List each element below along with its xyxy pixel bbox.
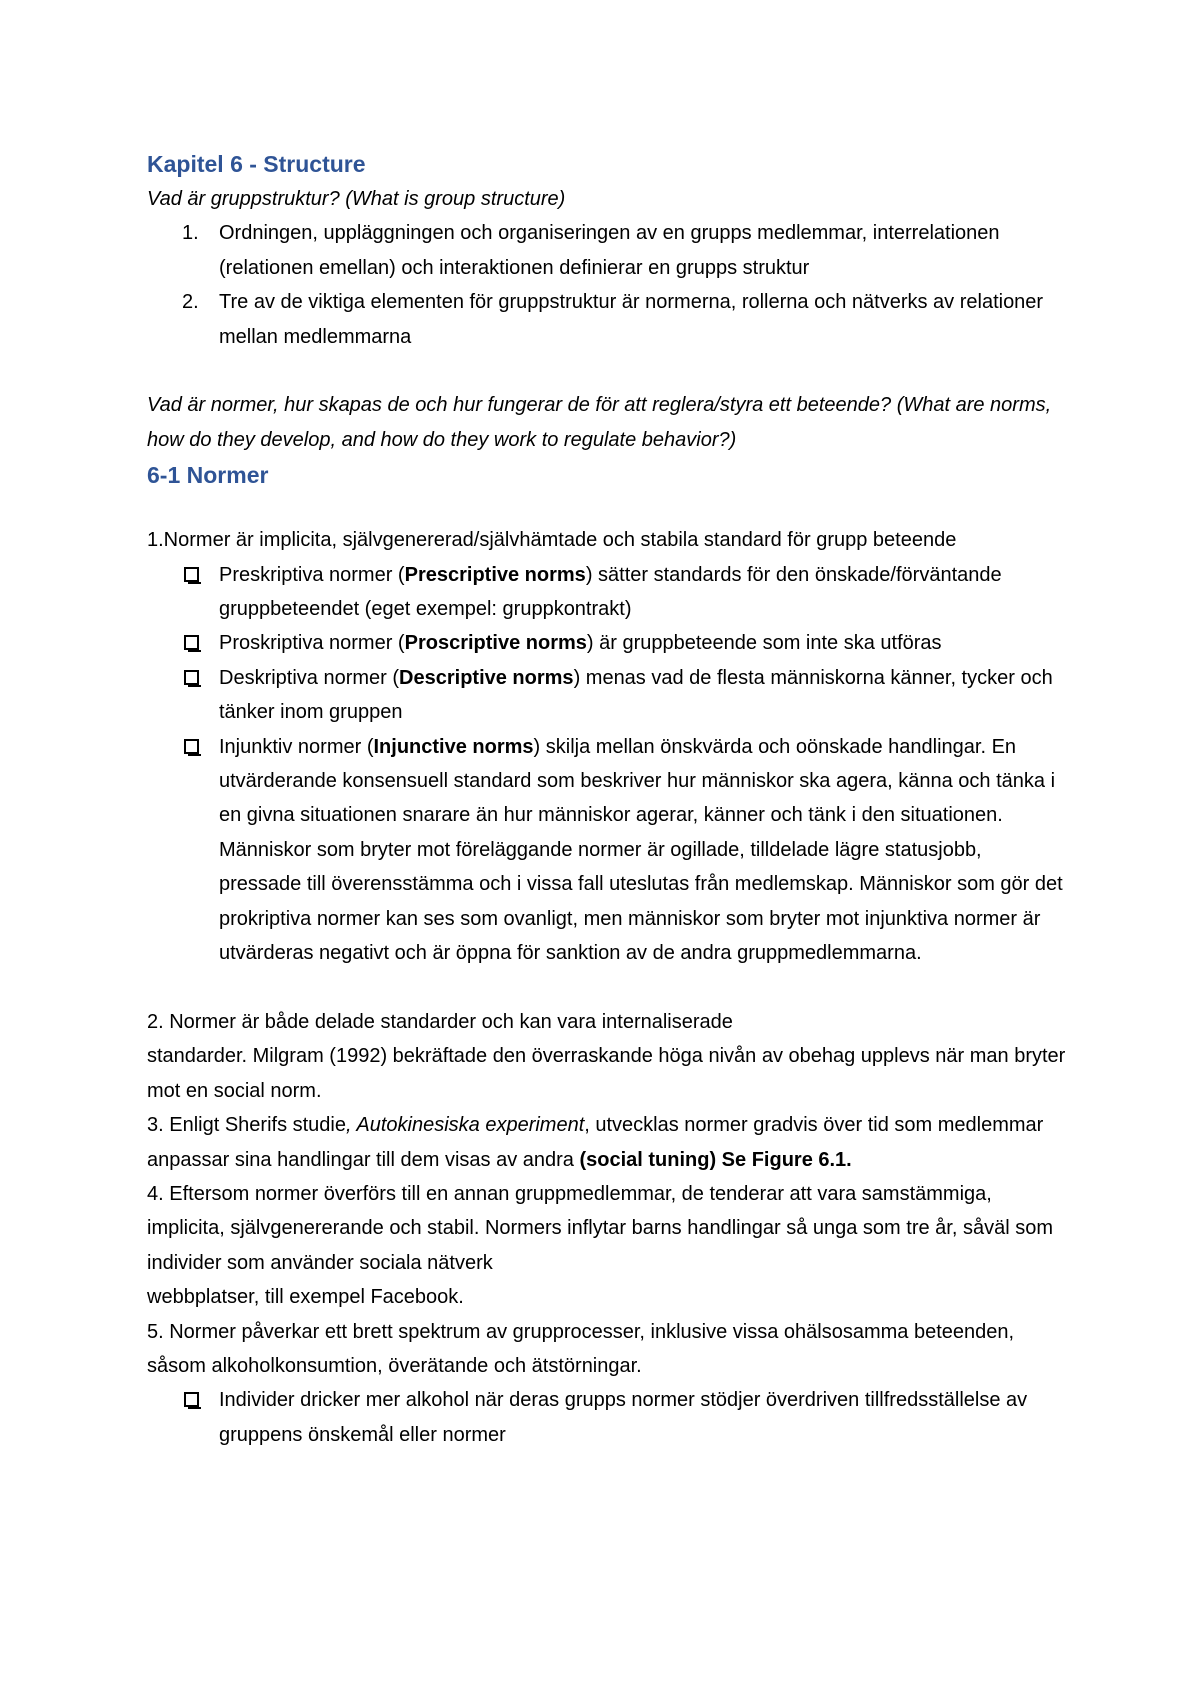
list-number: 2. [182,291,199,314]
list-item [147,216,1067,285]
bullet-item [147,661,1067,730]
bullet-item [147,558,1067,627]
bullet-text: Individer dricker mer alkohol när deras grupps normer stödjer överdriven tillfredsställelse av gruppens önskemål eller normer [219,1389,1028,1446]
checkbox-bullet-icon [184,1392,199,1407]
paragraph-3 [147,1108,1067,1177]
spacer [147,493,1067,523]
section-heading: 6-1 Normer [147,462,269,489]
bullet-list-alcohol [147,1383,1067,1452]
paragraph-4b: webbplatser, till exempel Facebook. [147,1286,464,1309]
question-group-structure: Vad är gruppstruktur? (What is group structure) [147,188,566,210]
chapter-heading: Kapitel 6 - Structure [147,151,366,177]
spacer [147,971,1067,1005]
list-number: 1. [182,222,199,245]
bullet-text-bold: Descriptive norms [399,666,574,689]
document-content [147,146,1067,1452]
paragraph-4a: 4. Eftersom normer överförs till en annan gruppmedlemmar, de tenderar att vara samstämmiga, implicita, självgenererande och stabil. Normers inflytar barns handlingar så unga som tre år, såväl som individer som använder sociala nätverk [147,1182,1053,1274]
paragraph-2b: standarder. Milgram (1992) bekräftade den överraskande höga nivån av obehag upplevs när man bryter mot en social norm. [147,1045,1066,1102]
bullet-list-norm-types [147,558,1067,971]
question-norms: Vad är normer, hur skapas de och hur fungerar de för att reglera/styra ett beteende? (What are norms, how do they develop, and how do they work to regulate behavior?) [147,394,1052,451]
checkbox-bullet-icon [184,670,199,685]
list-item-text: Tre av de viktiga elementen för gruppstruktur är normerna, rollerna och nätverks av relationer mellan medlemmarna [219,291,1044,348]
bullet-text-post: ) är gruppbeteende som inte ska utföras [586,632,942,655]
bullet-text-pre: Preskriptiva normer ( [219,563,405,586]
bullet-item [147,626,1067,660]
paragraph-2a: 2. Normer är både delade standarder och kan vara internaliserade [147,1010,733,1033]
bullet-text-post: ) menas vad de flesta människorna känner, tycker och tänker inom gruppen [219,666,1053,724]
bullet-text-post: ) skilja mellan önskvärda och oönskade handlingar. En utvärderande konsensuell standard som beskriver hur människor ska agera, känna och tänka i en givna situationen snarare än hur människor agerar, känner och tänk i den situationen. Människor som bryter mot föreläggande normer är ogillade, tilldelade lägre statusjobb, pressade till överensstämma och i vissa fall uteslutas från medlemskap. Människor som gör det prokriptiva normer kan ses som ovanligt, men människor som bryter mot injunktiva normer är utvärderas negativt och är öppna för sanktion av de andra gruppmedlemmarna. [219,735,1063,965]
bullet-text-pre: Injunktiv normer ( [219,735,374,758]
bullet-item [147,730,1067,971]
spacer [147,354,1067,388]
paragraph-5: 5. Normer påverkar ett brett spektrum av grupprocesser, inklusive vissa ohälsosamma beteenden, såsom alkoholkonsumtion, överätande och ätstörningar. [147,1320,1015,1377]
checkbox-bullet-icon [184,739,199,754]
p3-pre: 3. Enligt Sherifs studie [147,1114,346,1137]
bullet-text-post: ) sätter standards för den önskade/förväntande gruppbeteendet (eget exempel: gruppkontrakt) [219,563,1002,621]
list-item [147,285,1067,354]
p3-bold: (social tuning) Se Figure 6.1. [579,1148,852,1171]
list-item-text: Ordningen, uppläggningen och organiseringen av en grupps medlemmar, interrelationen (relationen emellan) och interaktionen definierar en grupps struktur [219,222,1000,279]
numbered-list [147,216,1067,354]
p3-italic: , Autokinesiska experiment [346,1114,585,1137]
checkbox-bullet-icon [184,567,199,582]
bullet-item [147,1383,1067,1452]
p3-mid: , utvecklas normer gradvis över tid som medlemmar anpassar sina handlingar till dem visas av andra [147,1114,1044,1171]
checkbox-bullet-icon [184,635,199,650]
bullet-text-bold: Injunctive norms [373,735,534,758]
bullet-text-bold: Prescriptive norms [404,563,586,586]
paragraph-1: 1.Normer är implicita, självgenererad/självhämtade och stabila standard för grupp beteende [147,529,957,552]
bullet-text-pre: Proskriptiva normer ( [219,632,405,655]
bullet-text-pre: Deskriptiva normer ( [219,666,400,689]
bullet-text-bold: Proscriptive norms [404,632,587,655]
